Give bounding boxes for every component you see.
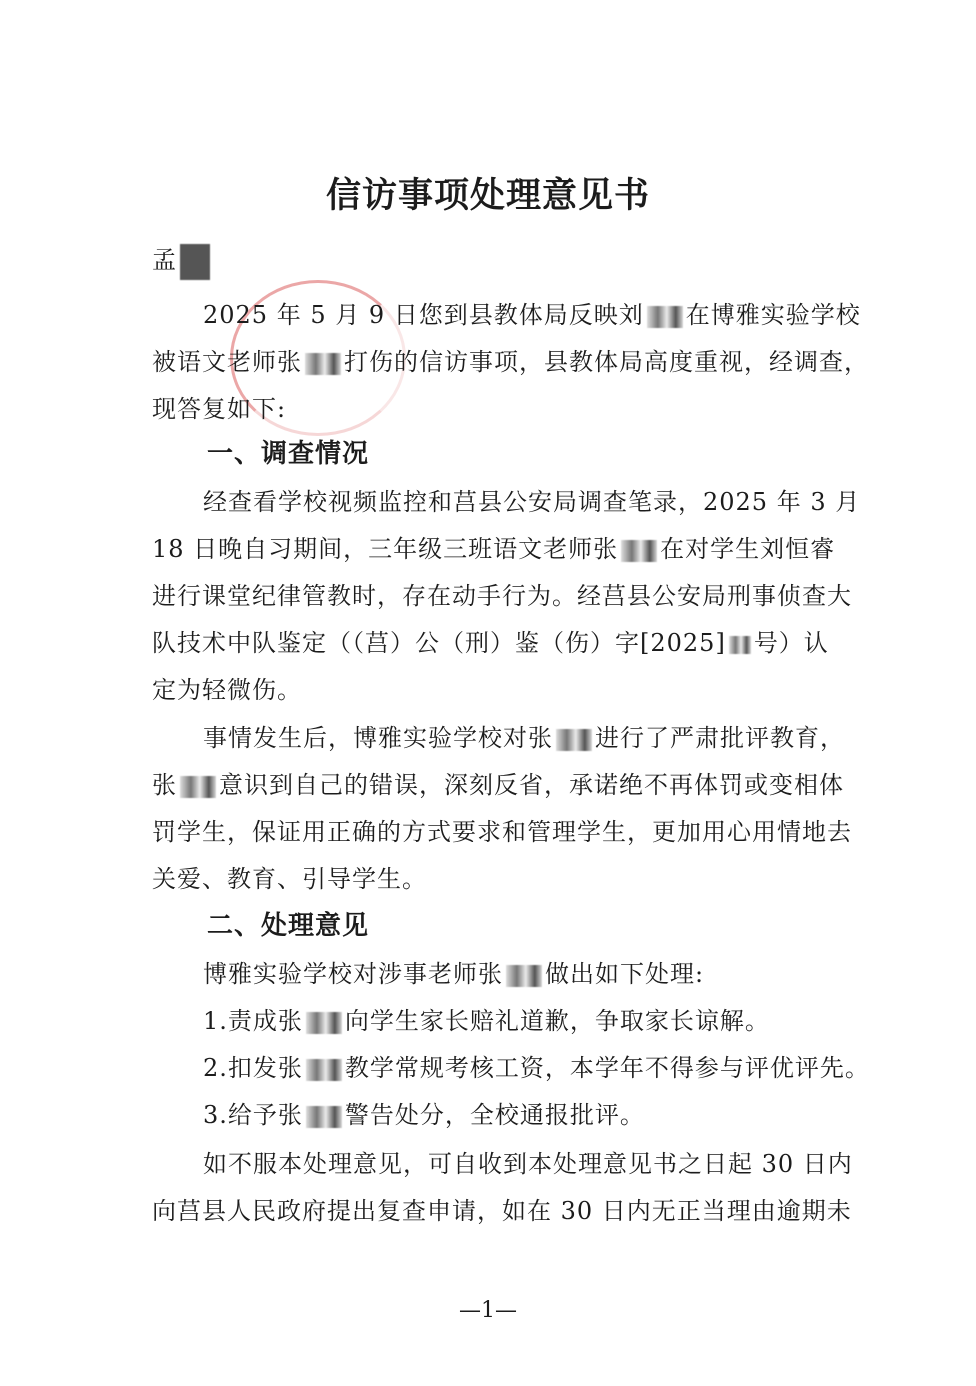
- intro-line: 2025 年 5 月 9 日您到县教体局反映刘 在博雅实验学校: [203, 301, 861, 329]
- redaction-mosaic: [647, 306, 683, 328]
- redaction-mosaic: [306, 1059, 342, 1081]
- paragraph-line: 进行课堂纪律管教时，存在动手行为。经莒县公安局刑事侦查大: [152, 582, 852, 610]
- redaction-mosaic: [305, 353, 341, 375]
- redaction-mosaic: [621, 540, 657, 562]
- paragraph-line: 18 日晚自习期间，三年级三班语文老师张 在对学生刘恒睿: [152, 535, 836, 563]
- decision-item: 1.责成张 向学生家长赔礼道歉，争取家长谅解。: [203, 1007, 770, 1035]
- paragraph-line: 张 意识到自己的错误，深刻反省，承诺绝不再体罚或变相体: [152, 771, 844, 799]
- closing-line: 向莒县人民政府提出复查申请，如在 30 日内无正当理由逾期未: [152, 1197, 852, 1225]
- decision-item: 2.扣发张 教学常规考核工资，本学年不得参与评优评先。: [203, 1054, 870, 1082]
- redaction-mosaic: [306, 1106, 342, 1128]
- redaction-mosaic: [506, 965, 542, 987]
- salutation: 孟: [152, 238, 872, 282]
- intro-line: 现答复如下:: [152, 395, 287, 423]
- section-heading-decision: 二、处理意见: [207, 911, 370, 941]
- redaction-mosaic: [556, 729, 592, 751]
- intro-line: 被语文老师张 打伤的信访事项，县教体局高度重视，经调查，: [152, 348, 869, 376]
- redaction-mosaic: [306, 1012, 342, 1034]
- paragraph-line: 经查看学校视频监控和莒县公安局调查笔录，2025 年 3 月: [203, 488, 861, 516]
- redaction-mosaic: [180, 244, 210, 280]
- page-number: —1—: [459, 1298, 517, 1323]
- decision-item: 3.给予张 警告处分，全校通报批评。: [203, 1101, 645, 1129]
- paragraph-line: 事情发生后，博雅实验学校对张 进行了严肃批评教育，: [203, 724, 845, 752]
- section-heading-investigation: 一、调查情况: [207, 439, 370, 469]
- closing-line: 如不服本处理意见，可自收到本处理意见书之日起 30 日内: [203, 1150, 853, 1178]
- paragraph-line: 定为轻微伤。: [152, 676, 302, 704]
- paragraph-line: 队技术中队鉴定（（莒）公（刑）鉴（伤）字[2025] 号）认: [152, 629, 829, 657]
- paragraph-line: 罚学生，保证用正确的方式要求和管理学生，更加用心用情地去: [152, 818, 852, 846]
- redaction-mosaic: [180, 776, 216, 798]
- decision-line: 博雅实验学校对涉事老师张 做出如下处理:: [203, 960, 705, 988]
- paragraph-line: 关爱、教育、引导学生。: [152, 865, 427, 893]
- document-title: 信访事项处理意见书: [325, 175, 650, 216]
- redaction-mosaic: [729, 636, 751, 654]
